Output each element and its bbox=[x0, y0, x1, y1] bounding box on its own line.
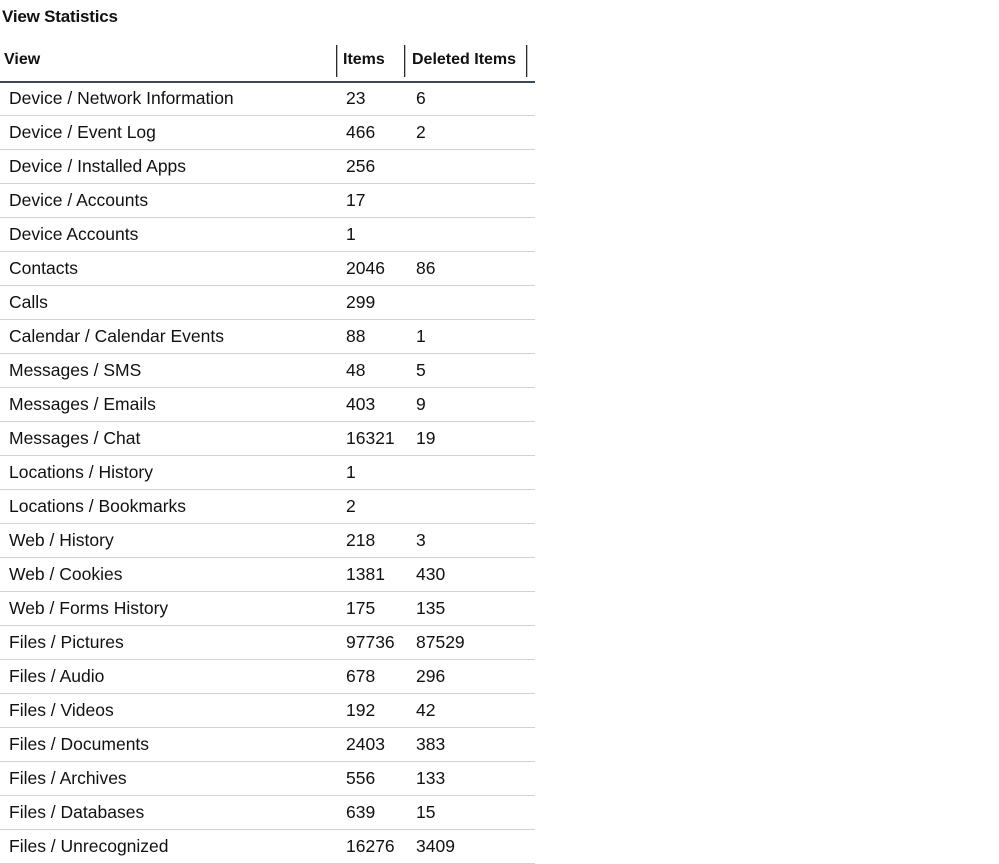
table-body bbox=[0, 82, 535, 864]
view-cell: Contacts bbox=[9, 258, 79, 278]
table-row[interactable] bbox=[0, 694, 535, 728]
items-cell: 1 bbox=[346, 224, 356, 244]
view-cell: Files / Unrecognized bbox=[9, 836, 169, 856]
items-cell: 175 bbox=[346, 598, 376, 618]
deleted-items-cell: 296 bbox=[416, 666, 446, 686]
table-row[interactable] bbox=[0, 490, 535, 524]
table-row[interactable] bbox=[0, 626, 535, 660]
view-cell: Files / Pictures bbox=[9, 632, 124, 652]
items-cell: 23 bbox=[346, 88, 366, 108]
table-header bbox=[0, 43, 535, 83]
table-row[interactable] bbox=[0, 388, 535, 422]
column-resize-handle[interactable] bbox=[336, 45, 338, 77]
deleted-items-cell: 3409 bbox=[416, 836, 455, 856]
deleted-items-cell: 19 bbox=[416, 428, 436, 448]
items-cell: 403 bbox=[346, 394, 376, 414]
view-cell: Locations / History bbox=[9, 462, 153, 482]
deleted-items-cell: 87529 bbox=[416, 632, 465, 652]
view-cell: Device / Accounts bbox=[9, 190, 149, 210]
items-cell: 192 bbox=[346, 700, 376, 720]
deleted-items-cell: 6 bbox=[416, 88, 426, 108]
column-header-view[interactable]: View bbox=[4, 51, 41, 68]
table-row[interactable] bbox=[0, 558, 535, 592]
column-resize-handle[interactable] bbox=[404, 45, 406, 77]
column-header-deleted-items[interactable]: Deleted Items bbox=[412, 51, 517, 68]
items-cell: 16321 bbox=[346, 428, 395, 448]
deleted-items-cell: 133 bbox=[416, 768, 446, 788]
table-row[interactable] bbox=[0, 592, 535, 626]
view-cell: Messages / Emails bbox=[9, 394, 156, 414]
view-cell: Device Accounts bbox=[9, 224, 139, 244]
items-cell: 16276 bbox=[346, 836, 395, 856]
view-cell: Device / Event Log bbox=[9, 122, 156, 142]
view-cell: Locations / Bookmarks bbox=[9, 496, 187, 516]
items-cell: 256 bbox=[346, 156, 376, 176]
deleted-items-cell: 42 bbox=[416, 700, 436, 720]
items-cell: 639 bbox=[346, 802, 376, 822]
items-cell: 678 bbox=[346, 666, 376, 686]
items-cell: 299 bbox=[346, 292, 376, 312]
items-cell: 1 bbox=[346, 462, 356, 482]
column-resize-handle[interactable] bbox=[526, 45, 528, 77]
deleted-items-cell: 383 bbox=[416, 734, 446, 754]
items-cell: 2046 bbox=[346, 258, 385, 278]
view-cell: Files / Databases bbox=[9, 802, 145, 822]
deleted-items-cell: 9 bbox=[416, 394, 426, 414]
items-cell: 466 bbox=[346, 122, 376, 142]
view-cell: Device / Installed Apps bbox=[9, 156, 187, 176]
table-row[interactable] bbox=[0, 456, 535, 490]
table-row[interactable] bbox=[0, 82, 535, 116]
table-row[interactable] bbox=[0, 320, 535, 354]
view-cell: Files / Documents bbox=[9, 734, 150, 754]
items-cell: 556 bbox=[346, 768, 376, 788]
items-cell: 2 bbox=[346, 496, 356, 516]
table-row[interactable] bbox=[0, 728, 535, 762]
view-cell: Device / Network Information bbox=[9, 88, 234, 108]
items-cell: 48 bbox=[346, 360, 366, 380]
items-cell: 97736 bbox=[346, 632, 395, 652]
deleted-items-cell: 1 bbox=[416, 326, 426, 346]
column-header-items[interactable]: Items bbox=[343, 51, 385, 68]
view-cell: Web / Forms History bbox=[9, 598, 169, 618]
deleted-items-cell: 15 bbox=[416, 802, 436, 822]
table-row[interactable] bbox=[0, 422, 535, 456]
table-row[interactable] bbox=[0, 286, 535, 320]
table-row[interactable] bbox=[0, 830, 535, 864]
items-cell: 88 bbox=[346, 326, 366, 346]
items-cell: 2403 bbox=[346, 734, 385, 754]
view-cell: Calls bbox=[9, 292, 48, 312]
items-cell: 218 bbox=[346, 530, 376, 550]
view-cell: Files / Audio bbox=[9, 666, 105, 686]
deleted-items-cell: 2 bbox=[416, 122, 426, 142]
deleted-items-cell: 86 bbox=[416, 258, 436, 278]
page-title: View Statistics bbox=[2, 7, 118, 26]
view-cell: Calendar / Calendar Events bbox=[9, 326, 224, 346]
deleted-items-cell: 430 bbox=[416, 564, 446, 584]
table-row[interactable] bbox=[0, 660, 535, 694]
table-row[interactable] bbox=[0, 252, 535, 286]
table-row[interactable] bbox=[0, 762, 535, 796]
view-cell: Web / Cookies bbox=[9, 564, 123, 584]
view-cell: Web / History bbox=[9, 530, 114, 550]
table-row[interactable] bbox=[0, 184, 535, 218]
view-cell: Messages / Chat bbox=[9, 428, 141, 448]
view-cell: Files / Videos bbox=[9, 700, 114, 720]
table-row[interactable] bbox=[0, 354, 535, 388]
deleted-items-cell: 3 bbox=[416, 530, 426, 550]
table-row[interactable] bbox=[0, 218, 535, 252]
items-cell: 17 bbox=[346, 190, 366, 210]
items-cell: 1381 bbox=[346, 564, 385, 584]
table-row[interactable] bbox=[0, 796, 535, 830]
table-row[interactable] bbox=[0, 524, 535, 558]
deleted-items-cell: 135 bbox=[416, 598, 446, 618]
table-row[interactable] bbox=[0, 150, 535, 184]
table-row[interactable] bbox=[0, 116, 535, 150]
view-cell: Messages / SMS bbox=[9, 360, 142, 380]
view-cell: Files / Archives bbox=[9, 768, 127, 788]
deleted-items-cell: 5 bbox=[416, 360, 426, 380]
